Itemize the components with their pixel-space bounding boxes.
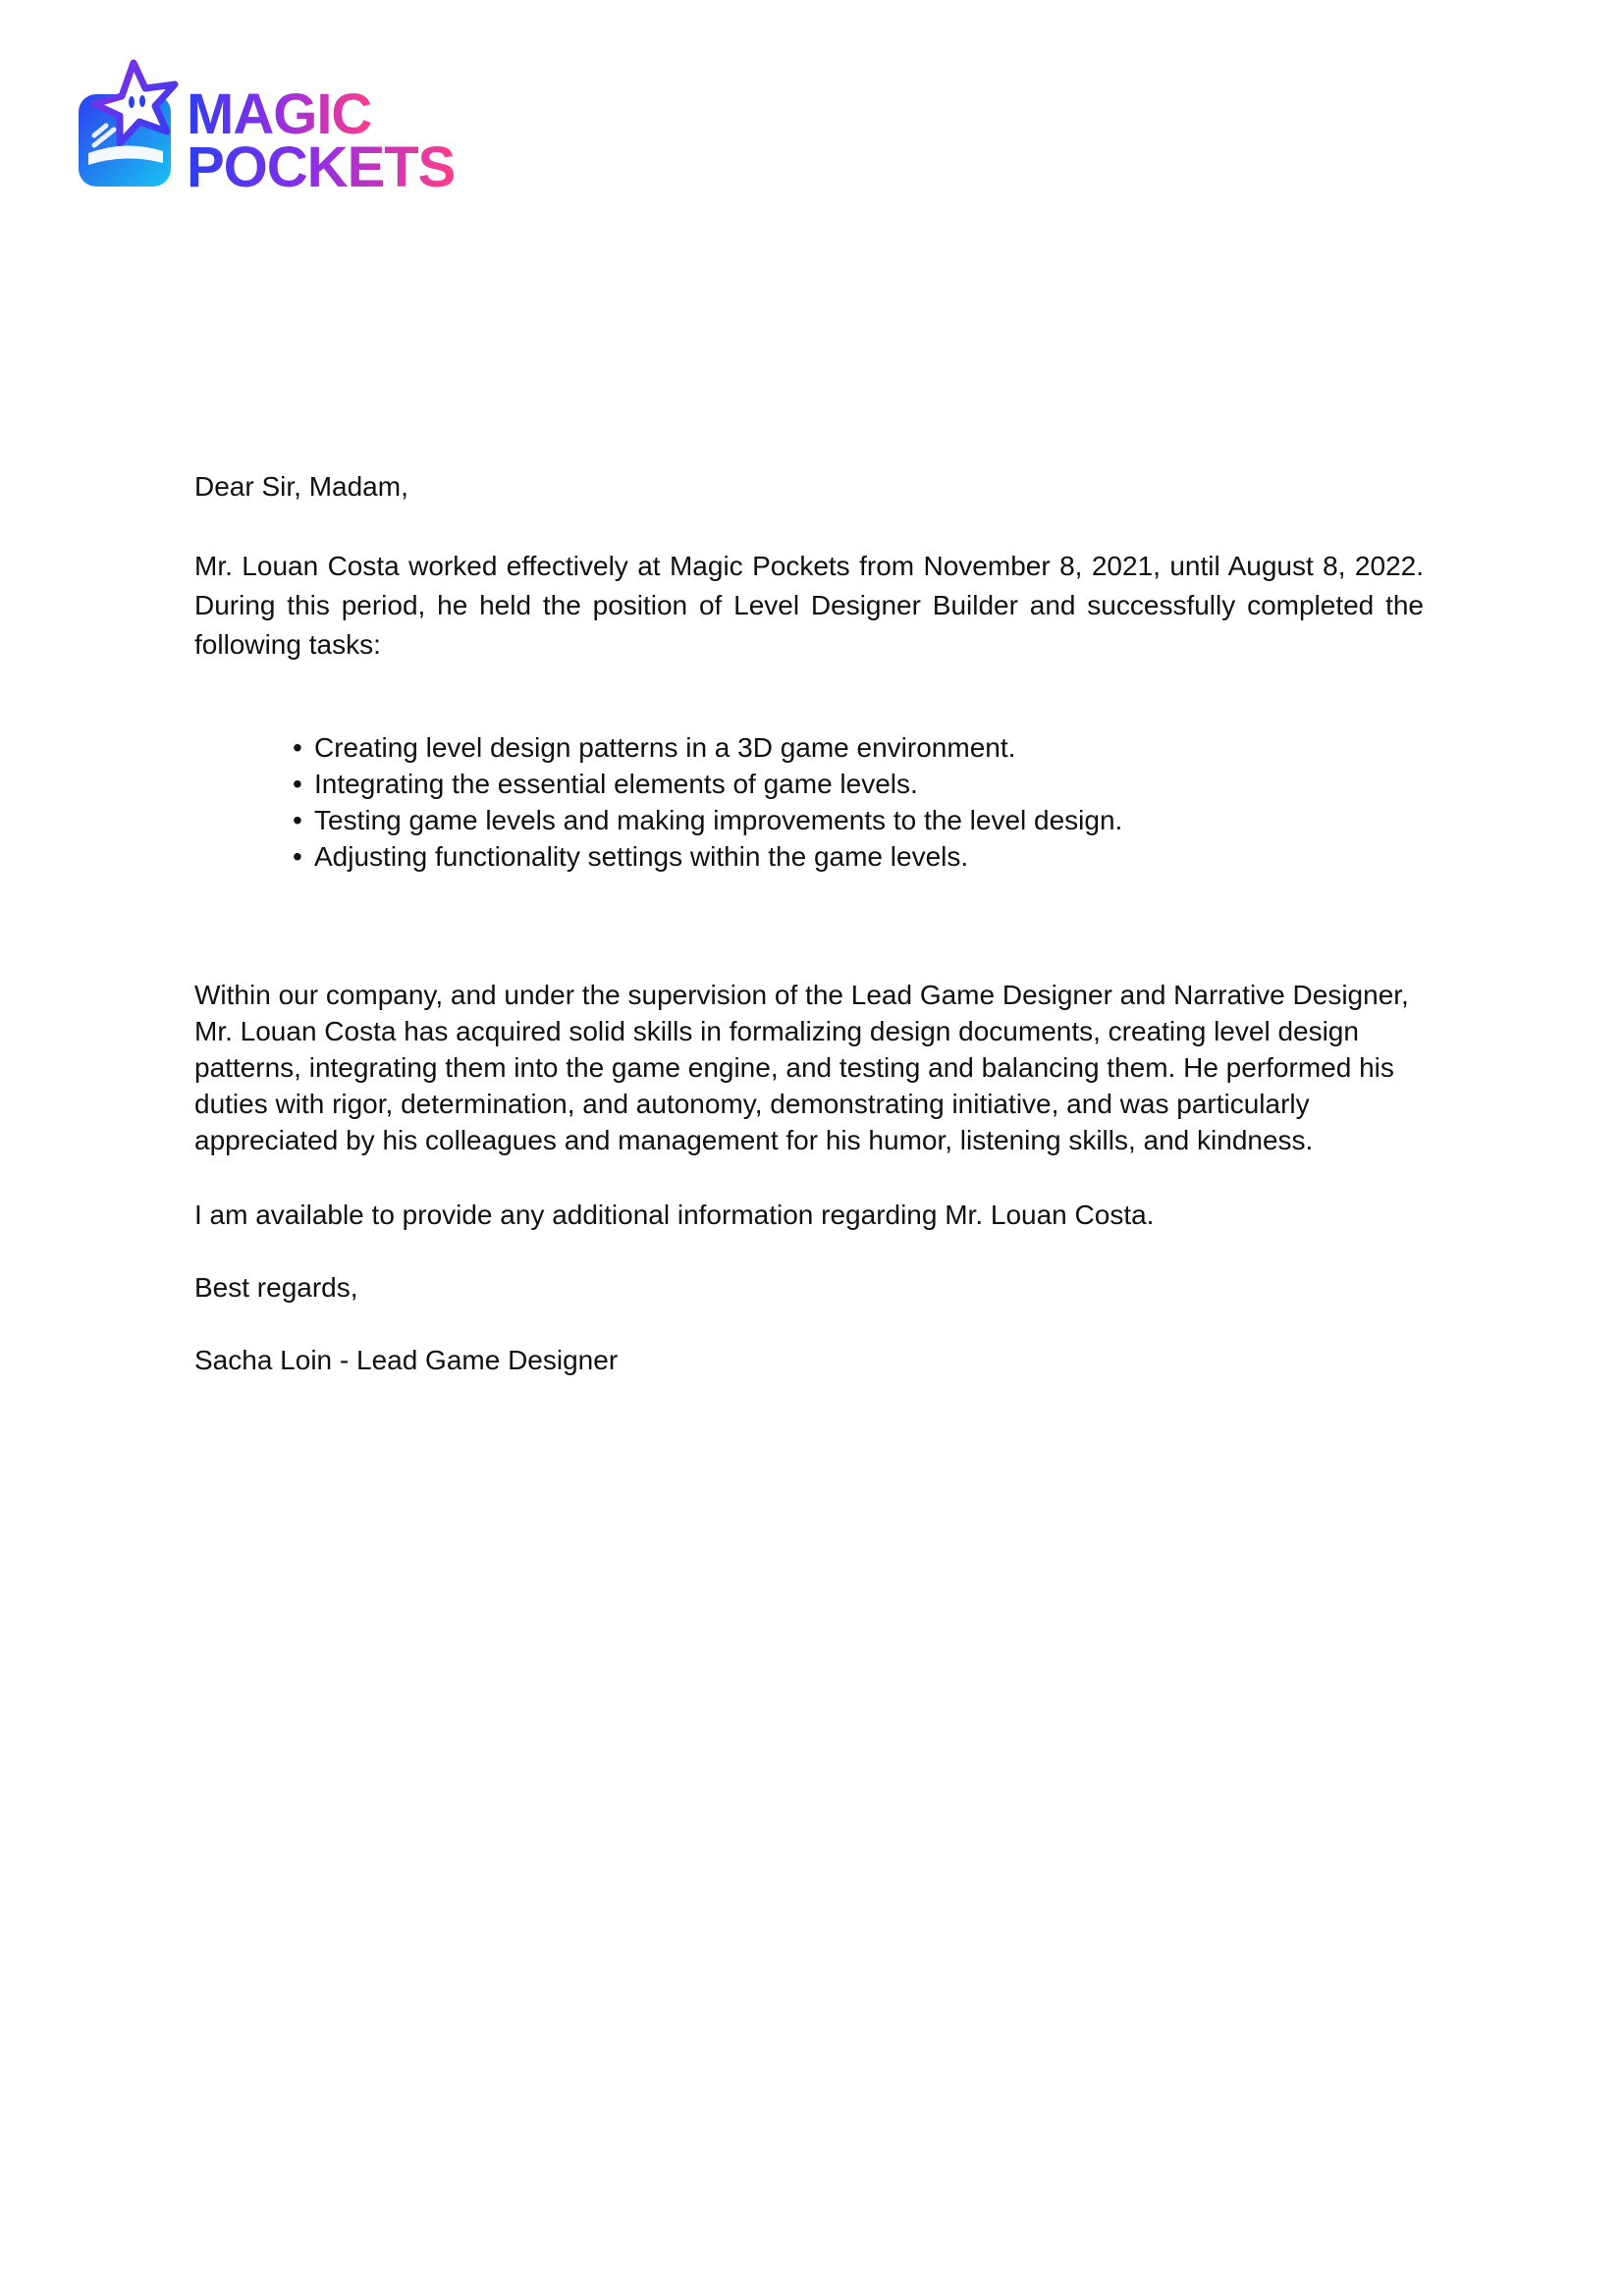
paragraph-line: appreciated by his colleagues and management for his humor, listening skills, and kindness. (194, 1125, 1314, 1155)
task-text: Testing game levels and making improvements to the level design. (314, 805, 1123, 835)
bullet-icon: • (293, 841, 302, 872)
list-item (293, 766, 1373, 802)
logo-line1: MAGIC (187, 82, 372, 146)
task-text: Creating level design patterns in a 3D game environment. (314, 732, 1016, 763)
task-text: Adjusting functionality settings within the game levels. (314, 841, 969, 872)
list-item (293, 729, 1373, 766)
bullet-icon: • (293, 805, 302, 835)
task-list (293, 729, 1373, 875)
list-item (293, 802, 1373, 838)
closing: Best regards, (194, 1272, 358, 1303)
magic-pockets-logo-icon (77, 57, 469, 194)
task-text: Integrating the essential elements of game levels. (314, 769, 918, 799)
company-logo (77, 57, 469, 194)
paragraph-line: duties with rigor, determination, and autonomy, demonstrating initiative, and was particularly (194, 1089, 1310, 1119)
signature: Sacha Loin - Lead Game Designer (194, 1345, 619, 1375)
paragraph-line: Within our company, and under the supervision of the Lead Game Designer and Narrative Designer, (194, 980, 1409, 1010)
paragraph-line: Mr. Louan Costa has acquired solid skills in formalizing design documents, creating level design (194, 1016, 1359, 1046)
list-item (293, 838, 1373, 875)
logo-line2: POCKETS (187, 135, 456, 194)
intro-paragraph: Mr. Louan Costa worked effectively at Magic Pockets from November 8, 2021, until August 8, 2022. During this period, he held the position of Level Designer Builder and successfully completed the following tasks: (194, 551, 1424, 660)
bullet-icon: • (293, 769, 302, 799)
availability-paragraph: I am available to provide any additional information regarding Mr. Louan Costa. (194, 1200, 1155, 1230)
bullet-icon: • (293, 732, 302, 763)
skills-paragraph (194, 977, 1424, 1158)
paragraph-line: patterns, integrating them into the game engine, and testing and balancing them. He performed his (194, 1052, 1394, 1083)
greeting: Dear Sir, Madam, (194, 471, 408, 502)
